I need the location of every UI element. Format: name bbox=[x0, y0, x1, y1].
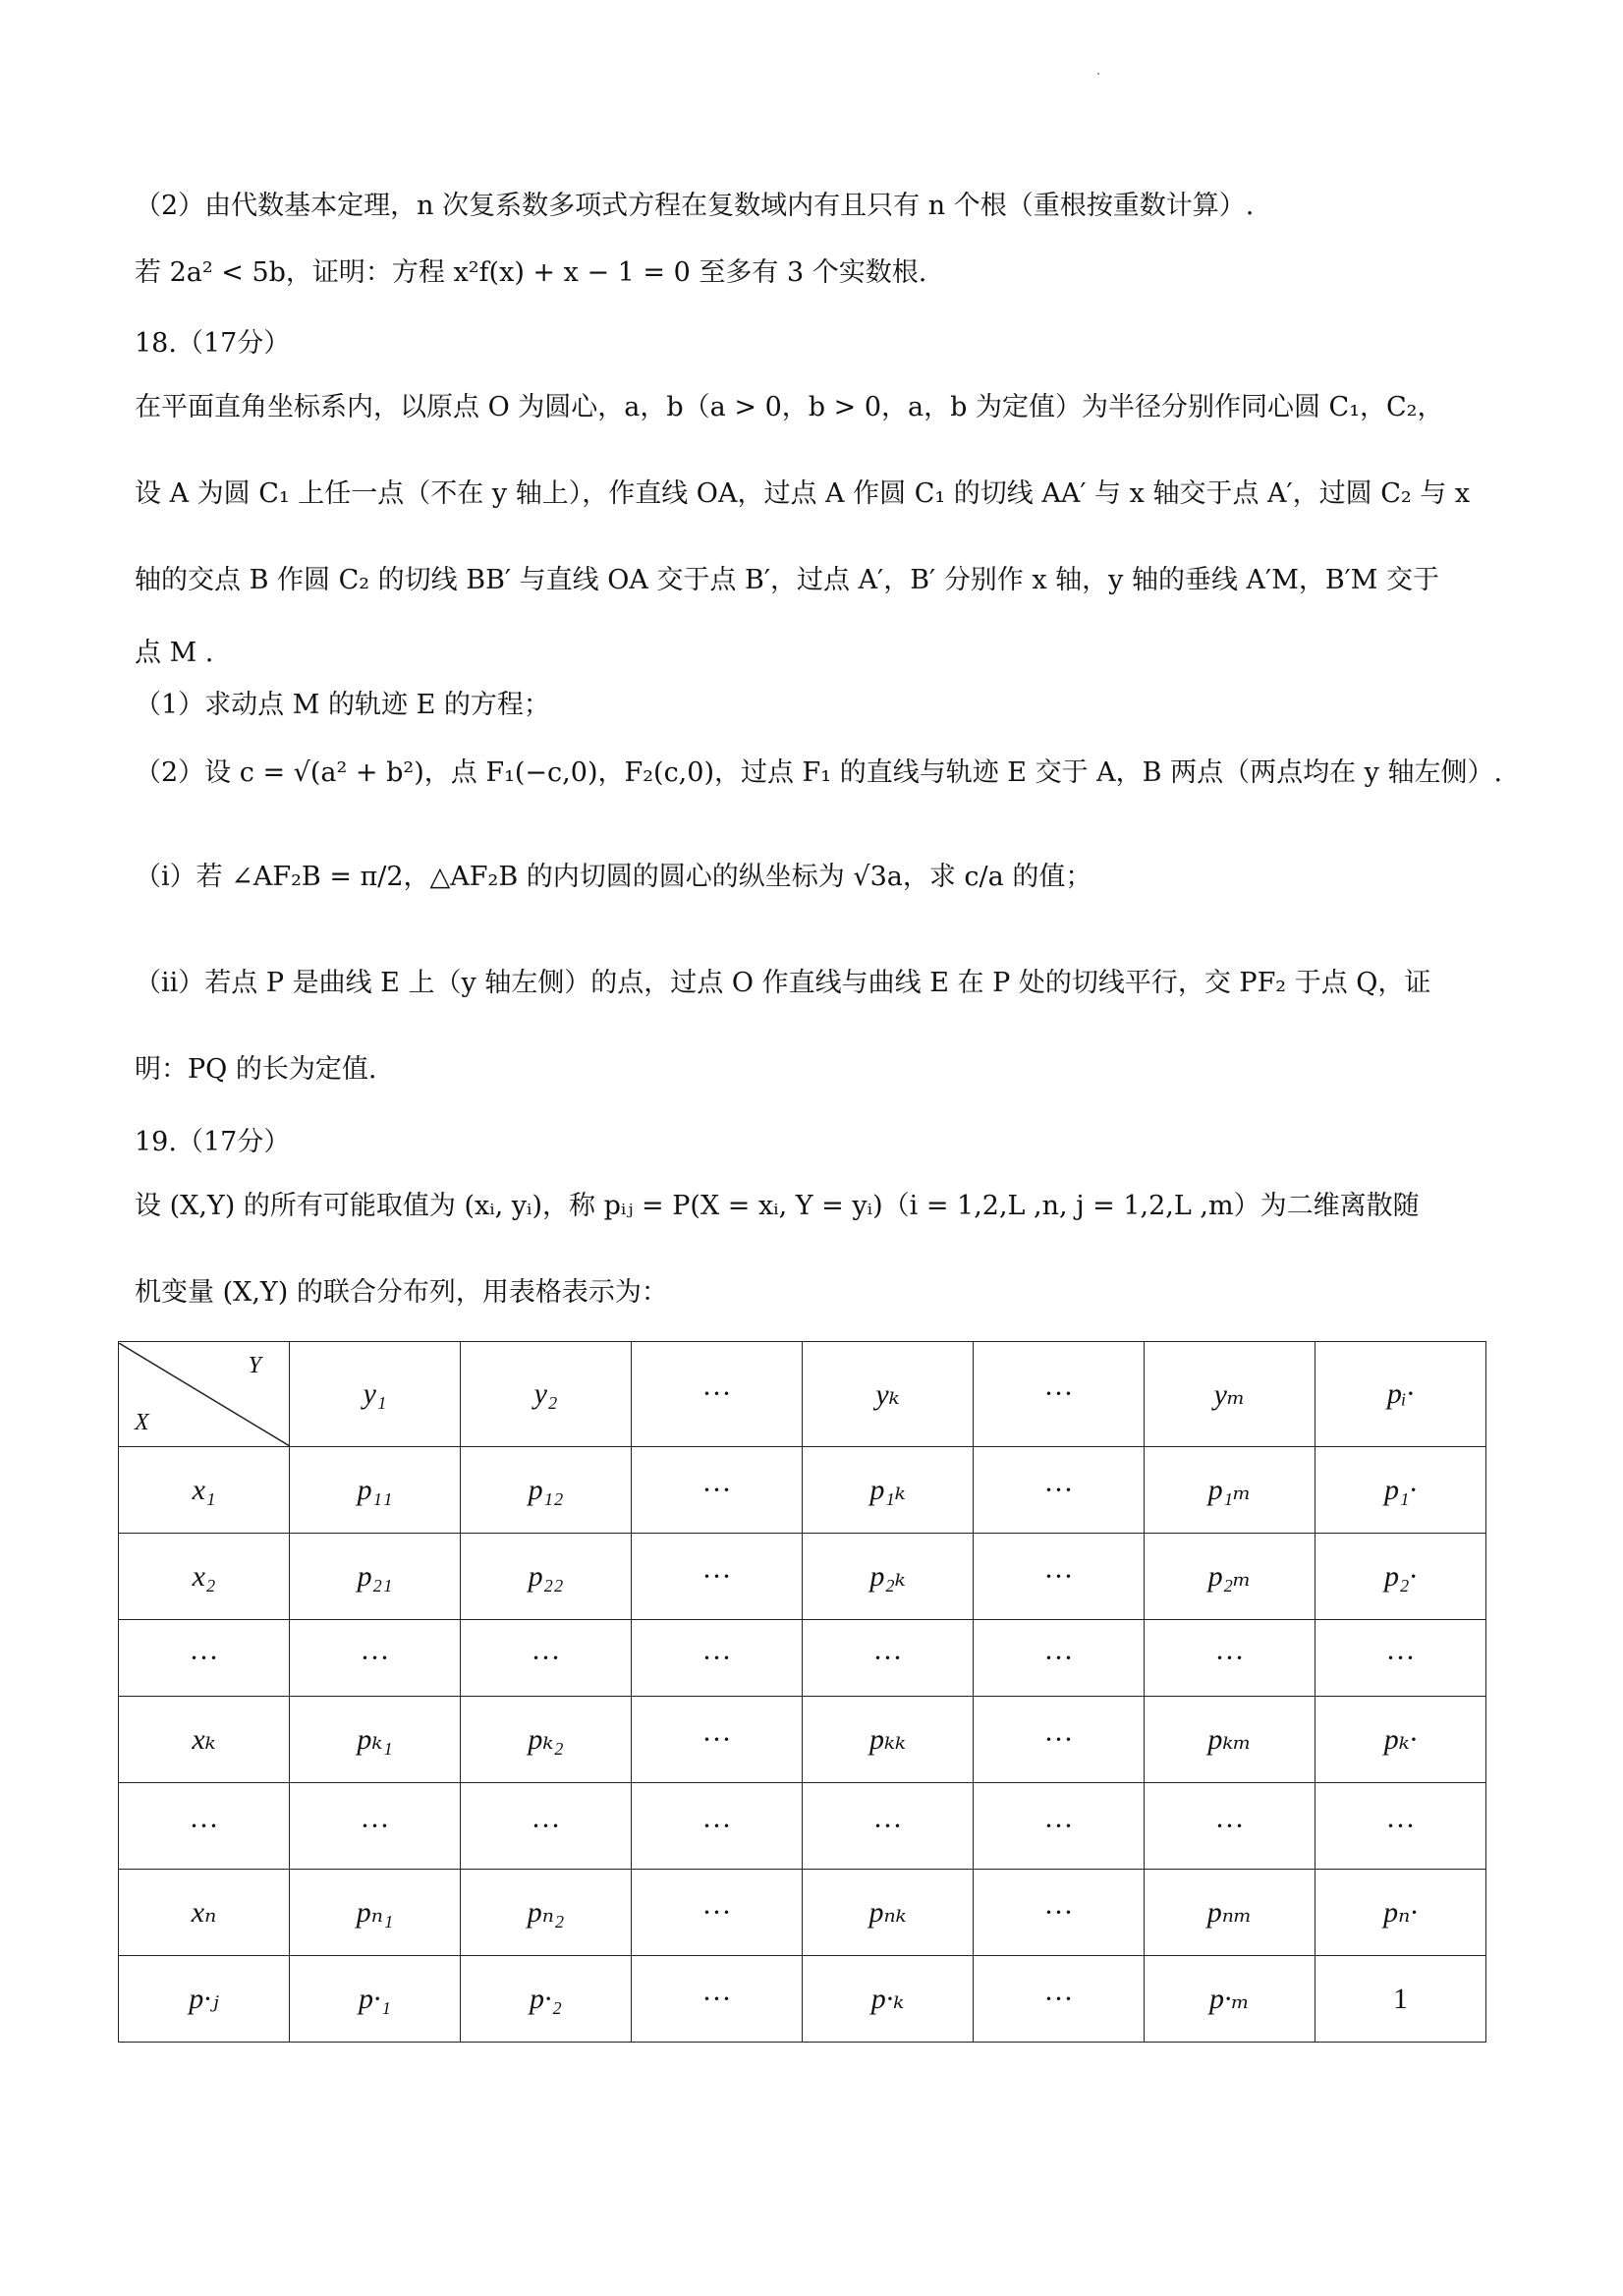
table-header-row bbox=[119, 1342, 1486, 1447]
table-cell: ··· bbox=[632, 1956, 803, 2043]
table-cell: ··· bbox=[290, 1783, 461, 1870]
table-corner-cell bbox=[119, 1342, 290, 1447]
table-cell: p₁₂ bbox=[461, 1447, 632, 1534]
row-header-cell: p·ⱼ bbox=[119, 1956, 290, 2043]
table-row bbox=[119, 1534, 1486, 1620]
problem-18-part2-i: （i）若 ∠AF₂B = π/2，△AF₂B 的内切圆的圆心的纵坐标为 √3a，求 c/a 的值； bbox=[135, 862, 1092, 892]
row-header-cell: xₙ bbox=[119, 1870, 290, 1956]
row-header-cell: x₂ bbox=[119, 1534, 290, 1620]
table-row bbox=[119, 1447, 1486, 1534]
table-cell: ··· bbox=[632, 1534, 803, 1620]
table-body bbox=[119, 1447, 1486, 2043]
table-cell: ··· bbox=[461, 1620, 632, 1697]
table-cell: p·₂ bbox=[461, 1956, 632, 2043]
table-cell: p₁· bbox=[1315, 1447, 1486, 1534]
table-cell: pₖ· bbox=[1315, 1697, 1486, 1783]
table-cell: p₁ₖ bbox=[803, 1447, 974, 1534]
header-cell: y₁ bbox=[290, 1342, 461, 1447]
table-cell: pₖ₂ bbox=[461, 1697, 632, 1783]
problem-18-part2-ii: （ii）若点 P 是曲线 E 上（y 轴左侧）的点，过点 O 作直线与曲线 E 在 P 处的切线平行，交 PF₂ 于点 Q，证 bbox=[135, 968, 1431, 998]
table-cell: p·₁ bbox=[290, 1956, 461, 2043]
table-cell: ··· bbox=[632, 1620, 803, 1697]
table-cell: p₂₁ bbox=[290, 1534, 461, 1620]
problem-18-heading: 18.（17分） bbox=[135, 328, 291, 359]
table-cell: ··· bbox=[632, 1783, 803, 1870]
problem-18-part2: （2）设 c = √(a² + b²)，点 F₁(−c,0)，F₂(c,0)，过点 F₁ 的直线与轨迹 E 交于 A，B 两点（两点均在 y 轴左侧）. bbox=[135, 757, 1503, 788]
row-header-cell: ··· bbox=[119, 1620, 290, 1697]
corner-x-label: X bbox=[135, 1409, 149, 1435]
table-cell: ··· bbox=[803, 1783, 974, 1870]
corner-y-label: Y bbox=[248, 1352, 261, 1378]
table-cell: pₙ₁ bbox=[290, 1870, 461, 1956]
table-cell: ··· bbox=[974, 1697, 1145, 1783]
table-cell: ··· bbox=[974, 1620, 1145, 1697]
table-cell: ··· bbox=[632, 1447, 803, 1534]
table-cell: 1 bbox=[1315, 1956, 1486, 2043]
header-cell: y₂ bbox=[461, 1342, 632, 1447]
table-cell: pₙ· bbox=[1315, 1870, 1486, 1956]
table-cell: p₂ₖ bbox=[803, 1534, 974, 1620]
problem-18-part1: （1）求动点 M 的轨迹 E 的方程； bbox=[135, 690, 550, 720]
table-cell: ··· bbox=[1145, 1620, 1315, 1697]
table-row bbox=[119, 1956, 1486, 2043]
problem-19-heading: 19.（17分） bbox=[135, 1127, 291, 1157]
problem-18-text-4: 点 M . bbox=[135, 638, 214, 668]
table-cell: p·ₘ bbox=[1145, 1956, 1315, 2043]
header-cell: pᵢ· bbox=[1315, 1342, 1486, 1447]
problem-19-text-2: 机变量 (X,Y) 的联合分布列，用表格表示为： bbox=[135, 1277, 668, 1308]
table-cell: ··· bbox=[290, 1620, 461, 1697]
table-cell: ··· bbox=[461, 1783, 632, 1870]
row-header-cell: xₖ bbox=[119, 1697, 290, 1783]
problem-18-text-3: 轴的交点 B 作圆 C₂ 的切线 BB′ 与直线 OA 交于点 B′，过点 A′，B′ 分别作 x 轴，y 轴的垂线 A′M，B′M 交于 bbox=[135, 565, 1440, 595]
table-cell: ··· bbox=[974, 1783, 1145, 1870]
table-cell: p₂ₘ bbox=[1145, 1534, 1315, 1620]
header-cell: yₘ bbox=[1145, 1342, 1315, 1447]
header-cell: ··· bbox=[974, 1342, 1145, 1447]
table-cell: pₖₖ bbox=[803, 1697, 974, 1783]
header-cell: yₖ bbox=[803, 1342, 974, 1447]
table-cell: ··· bbox=[1315, 1783, 1486, 1870]
header-cell: ··· bbox=[632, 1342, 803, 1447]
table-cell: ··· bbox=[1315, 1620, 1486, 1697]
table-cell: pₙₖ bbox=[803, 1870, 974, 1956]
table-cell: p₂· bbox=[1315, 1534, 1486, 1620]
table-cell: ··· bbox=[1145, 1783, 1315, 1870]
table-cell: p₁ₘ bbox=[1145, 1447, 1315, 1534]
table-row bbox=[119, 1620, 1486, 1697]
table-cell: pₙₘ bbox=[1145, 1870, 1315, 1956]
joint-distribution-table bbox=[118, 1341, 1486, 2043]
table-cell: ··· bbox=[803, 1620, 974, 1697]
row-header-cell: x₁ bbox=[119, 1447, 290, 1534]
table-cell: p·ₖ bbox=[803, 1956, 974, 2043]
problem-18-text-2: 设 A 为圆 C₁ 上任一点（不在 y 轴上），作直线 OA，过点 A 作圆 C₁ 的切线 AA′ 与 x 轴交于点 A′，过圆 C₂ 与 x bbox=[135, 478, 1471, 509]
table-cell: pₖ₁ bbox=[290, 1697, 461, 1783]
problem-19-text-1: 设 (X,Y) 的所有可能取值为 (xᵢ, yᵢ)，称 pᵢⱼ = P(X = xᵢ, Y = yᵢ)（i = 1,2,L ,n, j = 1,2,L ,m）为二维离散随 bbox=[135, 1191, 1420, 1221]
table-cell: p₂₂ bbox=[461, 1534, 632, 1620]
table-cell: pₖₘ bbox=[1145, 1697, 1315, 1783]
table-cell: ··· bbox=[974, 1956, 1145, 2043]
scan-dot bbox=[1097, 73, 1099, 75]
table-cell: ··· bbox=[974, 1447, 1145, 1534]
part2-proof-statement: 若 2a² < 5b，证明：方程 x²f(x) + x − 1 = 0 至多有 3 个实数根. bbox=[135, 257, 927, 288]
table-cell: ··· bbox=[632, 1697, 803, 1783]
table-cell: ··· bbox=[632, 1870, 803, 1956]
table-cell: p₁₁ bbox=[290, 1447, 461, 1534]
row-header-cell: ··· bbox=[119, 1783, 290, 1870]
table-cell: ··· bbox=[974, 1534, 1145, 1620]
problem-18-text-1: 在平面直角坐标系内，以原点 O 为圆心，a，b（a > 0，b > 0，a，b 为定值）为半径分别作同心圆 C₁，C₂， bbox=[135, 392, 1444, 422]
table-row bbox=[119, 1870, 1486, 1956]
table-cell: ··· bbox=[974, 1870, 1145, 1956]
part2-intro: （2）由代数基本定理，n 次复系数多项式方程在复数域内有且只有 n 个根（重根按重数计算）. bbox=[135, 191, 1255, 221]
problem-18-part2-ii-cont: 明：PQ 的长为定值. bbox=[135, 1054, 377, 1085]
table-cell: pₙ₂ bbox=[461, 1870, 632, 1956]
table-row bbox=[119, 1697, 1486, 1783]
table-row bbox=[119, 1783, 1486, 1870]
